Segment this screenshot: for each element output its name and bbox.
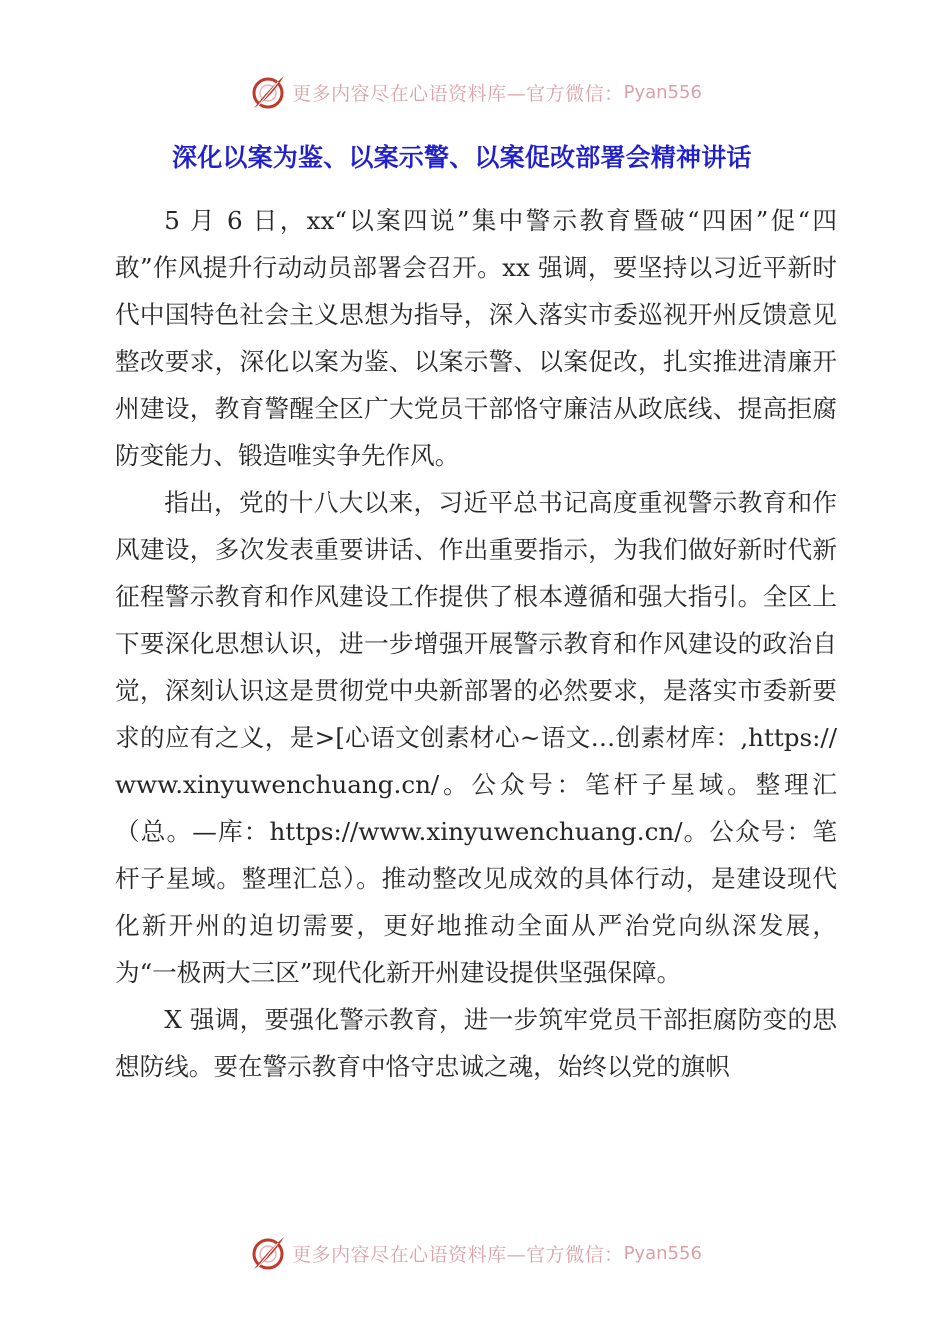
banner-text: 更多内容尽在心语资料库—官方微信： <box>292 1243 624 1266</box>
paragraph: X 强调，要强化警示教育，进一步筑牢党员干部拒腐防变的思想防线。要在警示教育中恪守忠诚之魂，始终以党的旗帜 <box>115 1005 837 1081</box>
banner-text: 更多内容尽在心语资料库—官方微信： <box>292 82 624 105</box>
document-body <box>115 197 837 1090</box>
paragraph: 指出，党的十八大以来，习近平总书记高度重视警示教育和作风建设，多次发表重要讲话、作出重要指示，为我们做好新时代新征程警示教育和作风建设工作提供了根本遵循和强大指引。全区上下要深化思想认识，进一步增强开展警示教育和作风建设的政治自觉，深刻认识这是贯彻党中央新部署的必然要求，是落实市委新要求的应有之义，是>[心语文创素材心~语文…创素材库：,https://www.xinyuwenchuang.cn/。公众号：笔杆子星域。整理汇（总。—库：https://www.xinyuwenchuang.cn/。公众号：笔杆子星域。整理汇总）。推动整改见成效的具体行动，是建设现代化新开州的迫切需要，更好地推动全面从严治党向纵深发展，为“一极两大三区”现代化新开州建设提供坚强保障。 <box>115 488 837 987</box>
wechat-id: Pyan556 <box>623 1242 702 1264</box>
header-banner <box>0 70 950 114</box>
feather-logo-icon <box>248 1233 288 1273</box>
footer-banner <box>0 1231 950 1275</box>
paragraph: 5 月 6 日，xx“以案四说”集中警示教育暨破“四困”促“四敢”作风提升行动动员部署会召开。xx 强调，要坚持以习近平新时代中国特色社会主义思想为指导，深入落实市委巡视开州反馈意见整改要求，深化以案为鉴、以案示警、以案促改，扎实推进清廉开州建设，教育警醒全区广大党员干部恪守廉洁从政底线、提高拒腐防变能力、锻造唯实争先作风。 <box>115 206 837 470</box>
feather-logo-icon <box>248 72 288 112</box>
wechat-id: Pyan556 <box>623 81 702 103</box>
page-title: 深化以案为鉴、以案示警、以案促改部署会精神讲话 <box>172 143 752 172</box>
